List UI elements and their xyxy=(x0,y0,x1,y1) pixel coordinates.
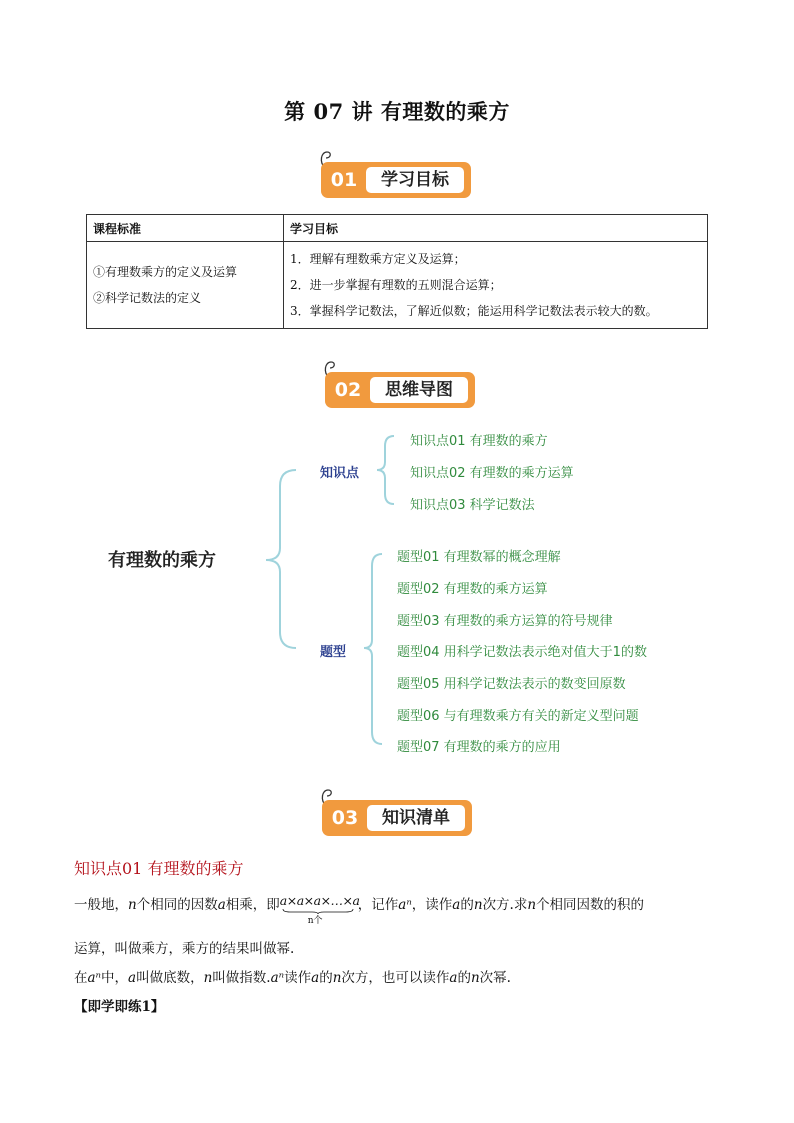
var-a: a xyxy=(449,970,458,986)
definition-paragraph xyxy=(74,893,645,926)
mindmap-item: 题型01 有理数幂的概念理解 xyxy=(397,550,561,565)
text: 中， xyxy=(101,970,129,986)
mindmap-item: 知识点01 有理数的乘方 xyxy=(410,434,548,449)
mindmap-item: 题型07 有理数的乘方的应用 xyxy=(397,740,561,755)
mindmap-item: 题型03 有理数的乘方运算的符号规律 xyxy=(397,614,613,629)
var-a: a xyxy=(128,970,137,986)
mindmap-branch-knowledge: 知识点 xyxy=(320,466,360,481)
section-number: 01 xyxy=(330,169,358,191)
text: 次幂. xyxy=(479,970,511,986)
definition-paragraph-cont: 运算，叫做乘方，乘方的结果叫做幂. xyxy=(74,941,295,957)
text: 的 xyxy=(460,897,474,913)
mindmap-item: 题型02 有理数的乘方运算 xyxy=(397,582,548,597)
standard-item: ①有理数乘方的定义及运算 xyxy=(93,265,238,279)
power-expression: aⁿ xyxy=(270,970,285,986)
power-expression: aⁿ xyxy=(398,897,412,913)
text: 叫做底数， xyxy=(136,970,204,986)
mindmap-center: 有理数的乘方 xyxy=(108,550,216,571)
section-number: 02 xyxy=(334,379,362,401)
var-n: n xyxy=(470,970,480,986)
var-n: n xyxy=(332,970,342,986)
terms-paragraph xyxy=(74,966,511,986)
mindmap-item: 题型06 与有理数乘方有关的新定义型问题 xyxy=(397,709,639,724)
text: 的 xyxy=(457,970,471,986)
text: 叫做指数. xyxy=(212,970,271,986)
var-a: a xyxy=(311,970,320,986)
section-label: 知识清单 xyxy=(382,808,450,828)
mindmap-item: 题型05 用科学记数法表示的数变回原数 xyxy=(397,677,626,692)
formula-expression: a×a×a×…×a xyxy=(279,893,360,908)
var-a: a xyxy=(217,897,226,913)
mindmap-item: 知识点02 有理数的乘方运算 xyxy=(410,466,574,481)
text: 次方.求 xyxy=(482,897,528,913)
objective-item: 2．进一步掌握有理数的五则混合运算； xyxy=(290,278,502,292)
practice-label: 【即学即练1】 xyxy=(74,999,165,1015)
formula-under-label: n个 xyxy=(307,916,323,926)
text: 一般地， xyxy=(74,897,128,913)
text: 相乘，即 xyxy=(225,897,280,913)
section-number: 03 xyxy=(331,807,359,829)
var-a: a xyxy=(452,897,461,913)
objective-item: 3．掌握科学记数法，了解近似数；能运用科学记数法表示较大的数。 xyxy=(290,304,658,318)
table-header-objective: 学习目标 xyxy=(284,215,708,242)
formula xyxy=(279,893,360,926)
mindmap-branch-types: 题型 xyxy=(320,645,347,660)
mindmap-item: 题型04 用科学记数法表示绝对值大于1的数 xyxy=(397,645,647,660)
text: ，读作 xyxy=(411,897,453,913)
standard-item: ②科学记数法的定义 xyxy=(93,291,202,305)
text: 个相同的因数 xyxy=(136,897,218,913)
text: 在 xyxy=(74,970,88,986)
section-label: 学习目标 xyxy=(381,170,449,190)
mindmap-item: 知识点03 科学记数法 xyxy=(410,498,535,513)
var-n: n xyxy=(203,970,213,986)
section-label: 思维导图 xyxy=(385,380,453,400)
page-title: 第 07 讲 有理数的乘方 xyxy=(284,99,510,124)
knowledge-heading: 知识点01 有理数的乘方 xyxy=(74,859,244,878)
power-expression: aⁿ xyxy=(87,970,102,986)
var-n: n xyxy=(473,897,483,913)
var-n: n xyxy=(527,897,537,913)
text: 的 xyxy=(319,970,333,986)
objective-item: 1．理解有理数乘方定义及运算； xyxy=(290,252,466,266)
table-header-standard: 课程标准 xyxy=(87,215,284,242)
section-badge-knowledge xyxy=(322,796,474,838)
text: ，记作 xyxy=(357,897,399,913)
text: 读作 xyxy=(284,970,312,986)
text: 次方，也可以读作 xyxy=(341,970,450,986)
text: 个相同因数的积的 xyxy=(536,897,645,913)
var-n: n xyxy=(128,897,137,913)
